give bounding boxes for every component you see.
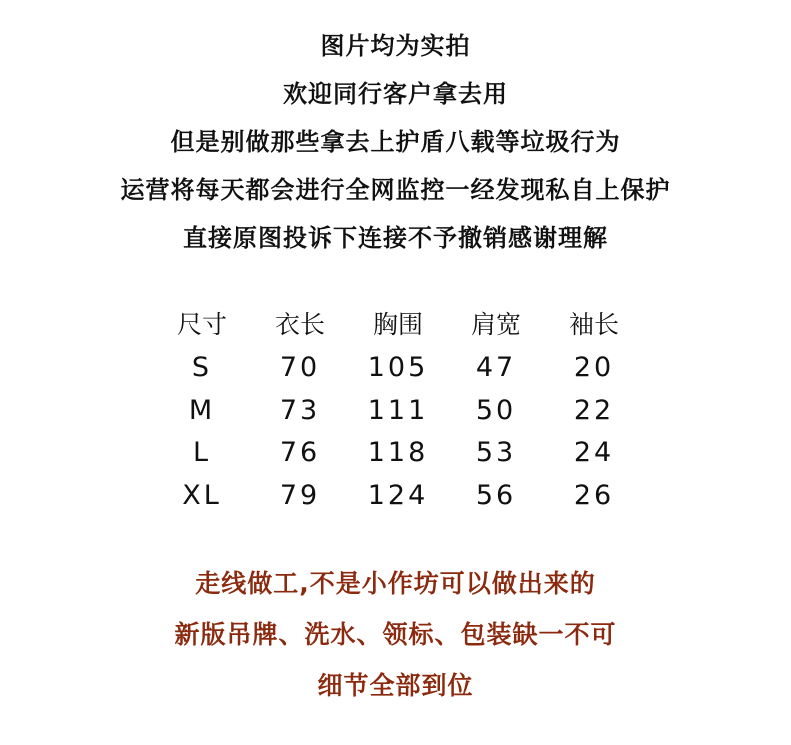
notice-line: 图片均为实拍 — [320, 32, 471, 60]
table-cell: 20 — [573, 352, 615, 383]
table-header-row — [153, 303, 643, 347]
footer-line: 细节全部到位 — [317, 671, 474, 700]
table-cell: 53 — [475, 437, 517, 468]
table-cell: XL — [182, 479, 222, 511]
table-row — [153, 475, 643, 518]
header-length: 衣长 — [274, 310, 325, 339]
table-cell: 24 — [573, 437, 615, 468]
table-row — [153, 432, 643, 475]
table-cell: 50 — [475, 394, 517, 426]
table-cell: 111 — [367, 394, 429, 426]
table-cell: 79 — [279, 479, 321, 511]
table-cell: L — [192, 437, 212, 468]
table-cell: S — [191, 352, 213, 383]
notice-block — [0, 22, 791, 262]
header-sleeve: 袖长 — [568, 310, 619, 339]
table-cell: 22 — [573, 394, 615, 426]
table-cell: 124 — [367, 479, 429, 511]
table-cell: 56 — [475, 479, 517, 511]
header-shoulder: 肩宽 — [470, 310, 521, 339]
table-cell: 47 — [475, 352, 517, 383]
table-cell: M — [188, 394, 216, 426]
footer-line: 新版吊牌、洗水、领标、包装缺一不可 — [174, 620, 617, 649]
notice-line: 欢迎同行客户拿去用 — [283, 80, 508, 108]
footer-block — [0, 558, 791, 711]
table-cell: 118 — [367, 437, 429, 468]
table-cell: 70 — [279, 352, 321, 383]
notice-line: 直接原图投诉下连接不予撤销感谢理解 — [183, 224, 608, 252]
header-chest: 胸围 — [372, 310, 423, 339]
table-cell: 26 — [573, 479, 615, 511]
table-row — [153, 347, 643, 390]
table-cell: 73 — [279, 394, 321, 426]
header-size: 尺寸 — [176, 310, 227, 339]
table-cell: 105 — [367, 352, 429, 383]
notice-line: 运营将每天都会进行全网监控一经发现私自上保护 — [120, 176, 671, 204]
notice-line: 但是别做那些拿去上护盾八载等垃圾行为 — [170, 128, 621, 156]
table-row — [153, 390, 643, 433]
footer-line: 走线做工,不是小作坊可以做出来的 — [195, 569, 596, 598]
table-cell: 76 — [279, 437, 321, 468]
size-table — [153, 303, 643, 517]
